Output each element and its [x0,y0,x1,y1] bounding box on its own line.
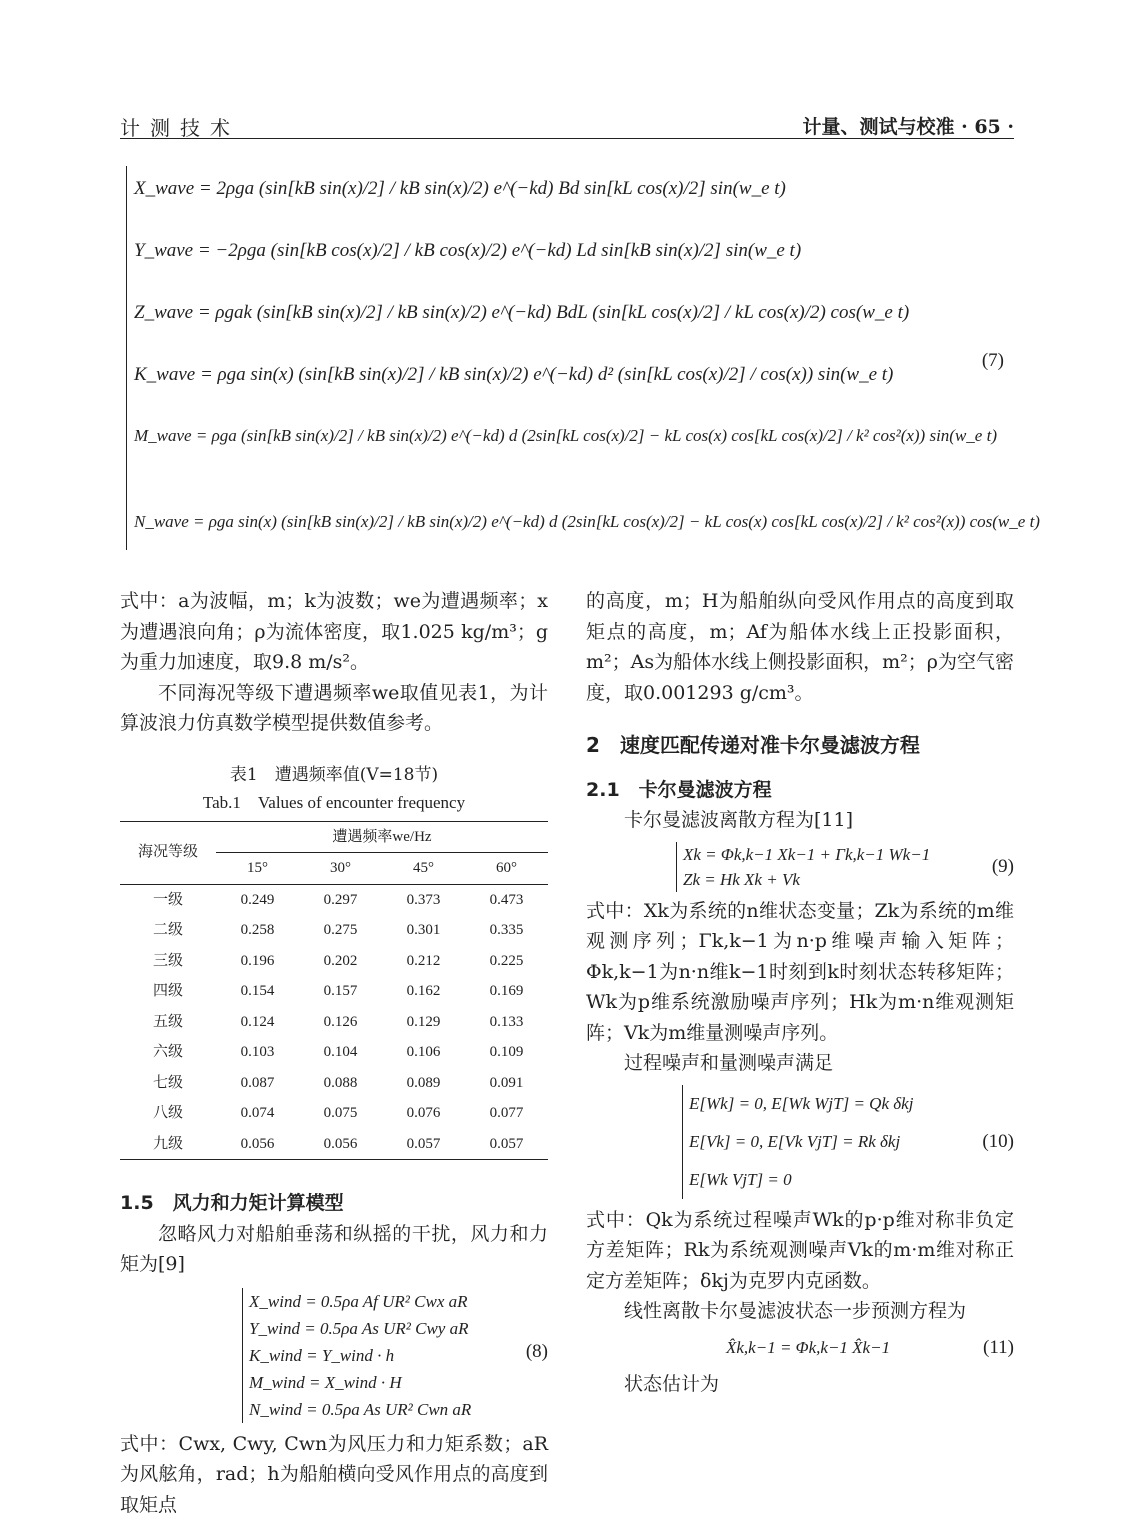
eq8-line: M_wind = X_wind · H [249,1372,402,1392]
table-cell-value: 0.297 [323,891,358,908]
eq11-line: X̂k,k−1 = Φk,k−1 X̂k−1 [726,1337,891,1357]
running-header-journal: 计测技术 [120,116,240,140]
table-cell-value: 0.106 [406,1044,441,1060]
table-col-header: 60° [496,860,517,876]
equation-brace [126,166,137,550]
eq8-line: Y_wind = 0.5ρa As UR² Cwy aR [249,1318,469,1338]
paragraph: 式中：Xk为系统的n维状态变量；Zk为系统的m维观测序列；Γk,k−1为n·p维噪声输入矩阵；Φk,k−1为n·n维k−1时刻到k时刻状态转移矩阵；Wk为p维系统激励噪声序列；Hk为m·n维观测矩阵；Vk为m维量测噪声序列。 [586,899,1014,1044]
table-caption-en: Tab.1 Values of encounter frequency [202,792,466,812]
table-cell-value: 0.162 [406,983,441,999]
equation-10 [682,1085,1014,1199]
equation-11 [586,1333,1014,1363]
table-cell-value: 0.129 [406,1013,441,1030]
eq7-line-nwave: N_wave = ρga sin(x) (sin[kB sin(x)/2] / kB sin(x)/2) e^(−kd) d (2sin[kL cos(x)/2] − kL cos(x) cos[kL cos(x)/2] / k² cos²(x)) cos(w_e t) [134,512,1040,531]
equation-9 [676,842,1014,892]
eq11-number: (11) [983,1336,1014,1358]
table-cell-level: 三级 [152,952,183,969]
eq7-line-ywave: Y_wave = −2ρga (sin[kB cos(x)/2] / kB cos(x)/2) e^(−kd) Ld sin[kB sin(x)/2] sin(w_e t) [134,240,802,261]
eq8-number: (8) [525,1340,548,1362]
table-cell-value: 0.057 [489,1135,524,1152]
table-row-header: 海况等级 [120,821,216,884]
table-row [120,1007,548,1038]
table-col-header: 45° [413,860,434,876]
table-cell-value: 0.091 [489,1074,524,1091]
table-cell-value: 0.157 [323,983,358,999]
table-cell-value: 0.249 [240,891,275,908]
paragraph: 的高度，m；H为船舶纵向受风作用点的高度到取矩点的高度，m；Af为船体水线上正投影面积，m²；As为船体水线上侧投影面积，m²；ρ为空气密度，取0.001293 g/cm³。 [586,590,1014,704]
table-cell-value: 0.301 [406,922,441,938]
table-group-header: 遭遇频率we/Hz [216,821,548,853]
paragraph: 忽略风力对船舶垂荡和纵摇的干扰，风力和力矩为[9] [120,1222,548,1275]
eq10-line: E[Wk VjT] = 0 [689,1169,792,1189]
equation-7 [120,160,1040,552]
eq7-line-zwave: Z_wave = ρgak (sin[kB sin(x)/2] / kB sin(x)/2) e^(−kd) BdL (sin[kL cos(x)/2] / kL cos(x)/2) cos(w_e t) [134,302,910,323]
table-cell-level: 二级 [152,922,183,938]
table-cell-level: 一级 [152,891,183,908]
section-heading-2: 2 速度匹配传递对准卡尔曼滤波方程 [586,733,920,757]
table-cell-level: 七级 [152,1074,183,1091]
eq9-line: Zk = Hk Xk + Vk [683,869,800,889]
table-cell-value: 0.275 [323,922,358,938]
paragraph: 式中：a为波幅，m；k为波数；we为遭遇频率；x为遭遇浪向角；ρ为流体密度，取1.025 kg/m³；g为重力加速度，取9.8 m/s²。 [120,590,548,673]
paragraph: 不同海况等级下遭遇频率we取值见表1，为计算波浪力仿真数学模型提供数值参考。 [120,681,548,734]
table-row [120,884,548,915]
encounter-frequency-table [120,821,548,1161]
section-heading-1-5: 1.5 风力和力矩计算模型 [120,1192,344,1214]
table-cell-value: 0.169 [489,983,524,999]
table-cell-level: 五级 [152,1013,183,1030]
table-cell-level: 八级 [152,1105,183,1121]
table-cell-value: 0.109 [489,1044,524,1060]
table-cell-value: 0.212 [406,952,441,969]
eq8-line: N_wind = 0.5ρa As UR² Cwn aR [249,1399,472,1419]
table-caption-cn: 表1 遭遇频率值(V=18节) [229,764,439,785]
header-rule [120,138,1014,139]
table-cell-value: 0.074 [240,1105,275,1121]
eq10-line: E[Wk] = 0, E[Wk WjT] = Qk δkj [689,1093,914,1113]
table-cell-value: 0.225 [489,952,524,969]
table-row [120,1068,548,1099]
paragraph: 卡尔曼滤波离散方程为[11] [624,809,854,831]
table-cell-value: 0.056 [240,1135,275,1152]
table-cell-value: 0.075 [323,1105,358,1121]
table-col-header: 15° [247,860,268,876]
table-cell-value: 0.154 [240,983,275,999]
table-cell-value: 0.077 [489,1105,524,1121]
table-row [120,1037,548,1068]
section-heading-2-1: 2.1 卡尔曼滤波方程 [586,778,772,801]
table-cell-value: 0.133 [489,1013,524,1030]
eq10-line: E[Vk] = 0, E[Vk VjT] = Rk δkj [689,1131,901,1151]
table-cell-level: 九级 [152,1135,183,1152]
paragraph: 式中：Cwx, Cwy, Cwn为风压力和力矩系数；aR为风舷角，rad；h为船舶横向受风作用点的高度到取矩点 [120,1432,548,1516]
eq10-number: (10) [982,1130,1014,1152]
table-cell-value: 0.335 [489,922,524,938]
left-column [120,586,548,1520]
eq7-line-kwave: K_wave = ρga sin(x) (sin[kB sin(x)/2] / kB sin(x)/2) e^(−kd) d² (sin[kL cos(x)/2] / cos(x)) sin(w_e t) [134,364,894,385]
paragraph: 式中：Qk为系统过程噪声Wk的p·p维对称非负定方差矩阵；Rk为系统观测噪声Vk的m·m维对称正定方差矩阵；δkj为克罗内克函数。 [586,1208,1014,1292]
table-row [120,1098,548,1129]
eq9-number: (9) [991,855,1014,877]
eq7-number: (7) [981,350,1004,371]
table-cell-value: 0.202 [323,952,358,969]
paragraph: 状态估计为 [624,1372,720,1395]
table-row [120,1129,548,1160]
table-cell-value: 0.126 [323,1013,358,1030]
eq7-line-xwave: X_wave = 2ρga (sin[kB sin(x)/2] / kB sin(x)/2) e^(−kd) Bd sin[kL cos(x)/2] sin(w_e t) [134,178,786,199]
right-column [586,586,1014,1399]
table-cell-value: 0.124 [240,1013,275,1030]
table-cell-value: 0.088 [323,1074,358,1091]
paragraph: 过程噪声和量测噪声满足 [624,1052,834,1074]
table-row [120,946,548,977]
table-cell-value: 0.087 [240,1074,275,1091]
table-cell-value: 0.089 [406,1074,441,1091]
table-cell-value: 0.076 [406,1105,441,1121]
table-cell-value: 0.196 [240,952,275,969]
eq9-line: Xk = Φk,k−1 Xk−1 + Γk,k−1 Wk−1 [683,844,931,864]
table-cell-value: 0.056 [323,1135,358,1152]
table-col-header: 30° [330,860,351,876]
table-cell-level: 四级 [152,983,183,999]
table-cell-value: 0.258 [240,922,275,938]
running-header-section-page: 计量、测试与校准 · 65 · [802,116,1014,138]
table-cell-value: 0.373 [406,891,441,908]
paragraph: 线性离散卡尔曼滤波状态一步预测方程为 [624,1300,967,1322]
table-cell-level: 六级 [152,1044,183,1060]
table-row [120,915,548,946]
table-cell-value: 0.103 [240,1044,275,1060]
eq8-line: K_wind = Y_wind · h [249,1345,395,1365]
table-cell-value: 0.057 [406,1135,441,1152]
table-cell-value: 0.473 [489,891,524,908]
equation-8 [242,1288,548,1423]
table-row [120,976,548,1007]
eq8-line: X_wind = 0.5ρa Af UR² Cwx aR [249,1291,468,1311]
eq7-line-mwave: M_wave = ρga (sin[kB sin(x)/2] / kB sin(x)/2) e^(−kd) d (2sin[kL cos(x)/2] − kL cos(x) cos[kL cos(x)/2] / k² cos²(x)) sin(w_e t) [134,426,997,445]
table-cell-value: 0.104 [323,1044,358,1060]
